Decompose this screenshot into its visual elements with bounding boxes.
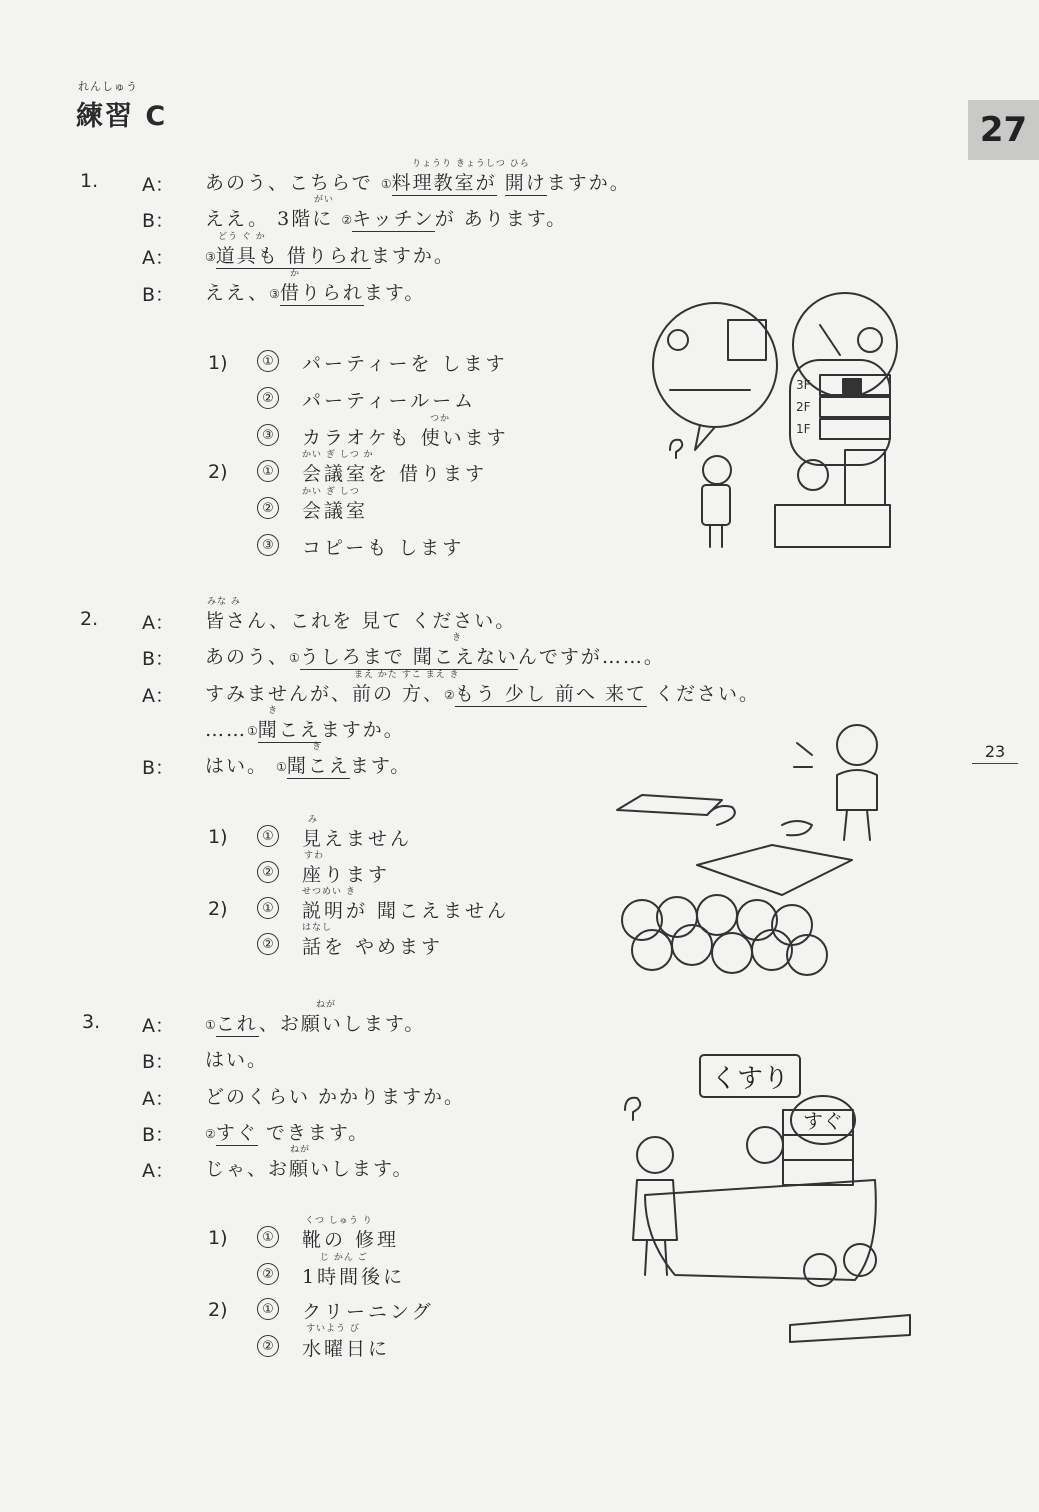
floor-label: 2F bbox=[796, 400, 811, 414]
bubble-label: すぐ bbox=[803, 1109, 843, 1133]
exercise-number: 3. bbox=[82, 1011, 101, 1033]
title-ruby: れんしゅう bbox=[78, 80, 138, 93]
excavation-site-illustration bbox=[612, 715, 912, 985]
sign-label: くすり bbox=[710, 1064, 790, 1094]
thought-bubble bbox=[653, 303, 777, 427]
page-number: 23 bbox=[972, 742, 1018, 764]
cooking-class-illustration bbox=[640, 285, 940, 560]
page-title: 練習 C bbox=[76, 101, 168, 132]
pharmacy-illustration bbox=[615, 1050, 915, 1360]
textbook-page: れんしゅう 練習 C 27 23 1. りょうり きょうしつ ひら A： あのう、こちらで ①料理教室が 開けますか。 がい B： ええ。 3階に ②キッチンが あります。 どう ぐ か A： ③道具も 借りられますか。 か B： ええ、③借りられます。 1) ① パーティーを します ② パーティールーム つか ③ カラオケも 使います かい ぎ しつ か 2) ① 会議室を 借ります かい ぎ しつ ② 会議室 ③ コピーも します 3F 2F 1F 2. みな み A： 皆さん、これを 見て ください。 き B： あのう、①うしろまで 聞こえないんですが……。 まえ かた すこ まえ き A： すみませんが、前の 方、②もう 少し 前へ 来て ください。 き ……①聞こえますか。 き B： はい。 ①聞こえます。 み 1) ① 見えません すわ ② 座ります せつめい き 2) ① 説明が 聞こえません はなし ② 話を やめます 3. ねが A： ①これ、お願いします。 B： はい。 A： どのくらい かかりますか。 B： ②すぐ できます。 ねが A： じゃ、お願いします。 くつ しゅう り 1) ① 靴の 修理 じ かん ご ② 1時間後に 2) ① クリーニング すいよう び ② 水曜日に くすり すぐ bbox=[0, 0, 1039, 1512]
lesson-number-tab: 27 bbox=[968, 100, 1039, 160]
floor-label: 1F bbox=[796, 422, 811, 436]
exercise-number: 1. bbox=[80, 170, 99, 192]
exercise-number: 2. bbox=[80, 608, 99, 630]
floor-label: 3F bbox=[796, 378, 811, 392]
section-heading bbox=[76, 78, 167, 133]
